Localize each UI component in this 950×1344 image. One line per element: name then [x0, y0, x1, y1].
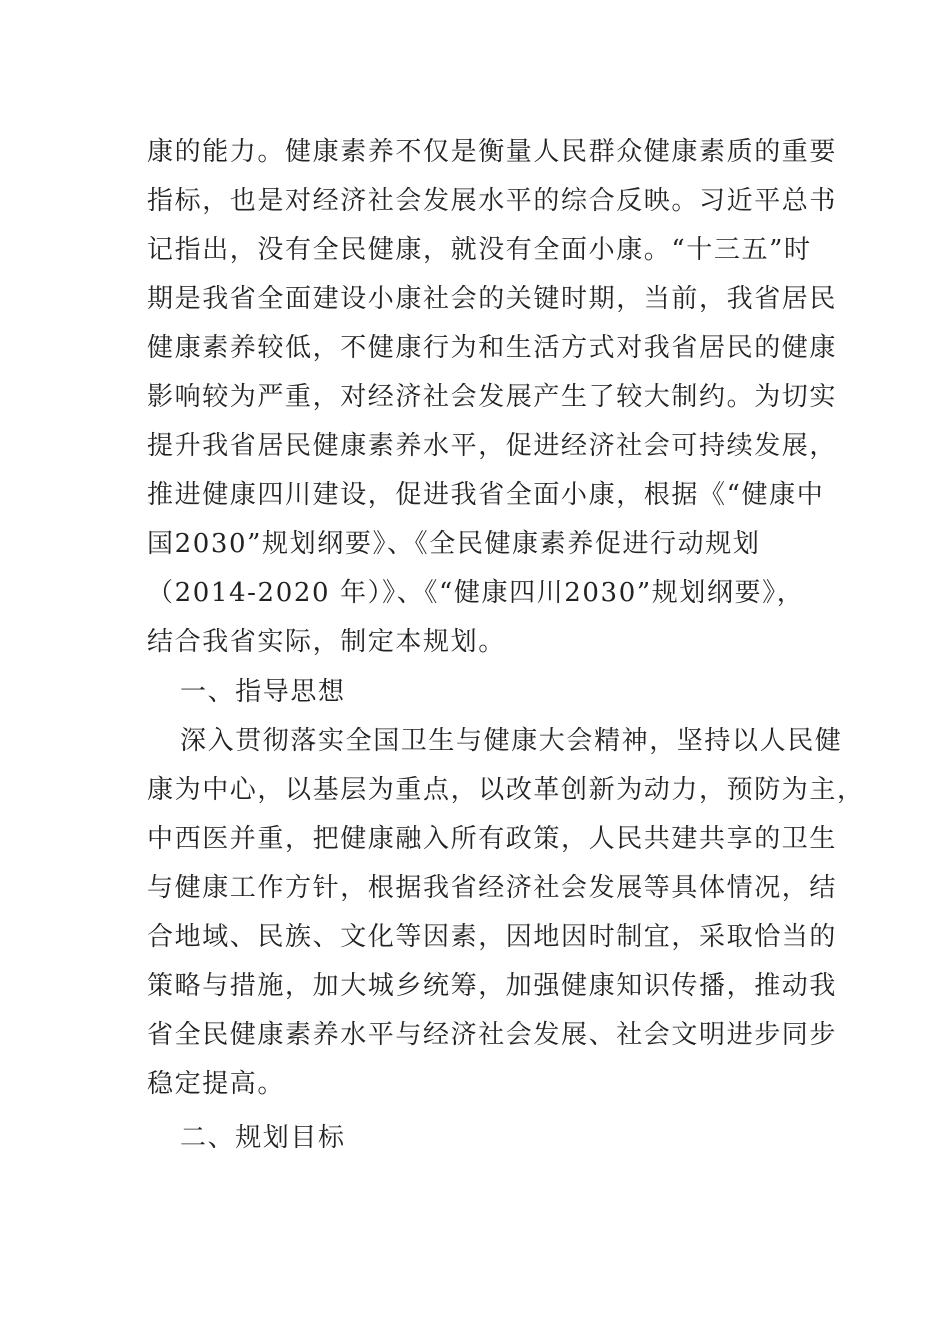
text-line: 深入贯彻落实全国卫生与健康大会精神，坚持以人民健: [180, 726, 843, 756]
text-line: 稳定提高。: [147, 1069, 286, 1099]
text-line: 指标，也是对经济社会发展水平的综合反映。习近平总书: [147, 186, 838, 216]
text-line: 健康素养较低，不健康行为和生活方式对我省居民的健康: [147, 333, 838, 363]
text-line: 康的能力。健康素养不仅是衡量人民群众健康素质的重要: [147, 137, 838, 167]
text-line: 中西医并重，把健康融入所有政策，人民共建共享的卫生: [147, 824, 838, 854]
text-line: 推进健康四川建设，促进我省全面小康，根据《“健康中: [147, 480, 825, 510]
text-line: 省全民健康素养水平与经济社会发展、社会文明进步同步: [147, 1020, 838, 1050]
text-line: 国2030”规划纲要》、《全民健康素养促进行动规划: [147, 529, 761, 559]
section-heading-planning-goals: 二、规划目标: [180, 1123, 346, 1153]
text-line: 结合我省实际，制定本规划。: [147, 627, 506, 657]
section-heading-guiding-thought: 一、指导思想: [180, 677, 346, 707]
text-line: 影响较为严重，对经济社会发展产生了较大制约。为切实: [147, 382, 838, 412]
text-line: 期是我省全面建设小康社会的关键时期，当前，我省居民: [147, 284, 838, 314]
text-line: 与健康工作方针，根据我省经济社会发展等具体情况，结: [147, 873, 838, 903]
paragraph-2: [147, 717, 865, 1109]
text-line: （2014-2020 年）》、《“健康四川2030”规划纲要》，: [147, 578, 805, 608]
paragraph-1: [147, 128, 838, 667]
document-body: [147, 128, 865, 1163]
text-line: 合地域、民族、文化等因素，因地因时制宜，采取恰当的: [147, 922, 838, 952]
text-line: 提升我省居民健康素养水平，促进经济社会可持续发展，: [147, 431, 838, 461]
text-line: 康为中心，以基层为重点，以改革创新为动力，预防为主，: [147, 775, 865, 805]
text-line: 策略与措施，加大城乡统筹，加强健康知识传播，推动我: [147, 971, 838, 1001]
text-line: 记指出，没有全民健康，就没有全面小康。“十三五”时: [147, 235, 812, 265]
